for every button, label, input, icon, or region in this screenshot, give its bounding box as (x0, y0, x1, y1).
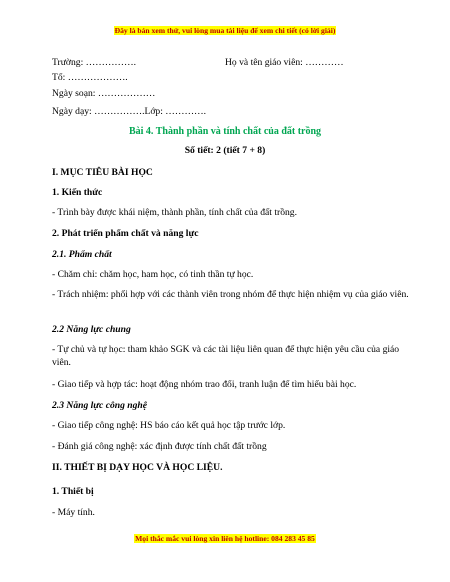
group-field: Tổ: ………………. (52, 72, 128, 83)
subsection-heading: 1. Thiết bị (52, 486, 94, 497)
subsection-heading: 2.2 Năng lực chung (52, 324, 131, 335)
hotline-banner (0, 534, 450, 543)
paragraph: - Giao tiếp và hợp tác: hoạt động nhóm trao đổi, tranh luận để tìm hiểu bài học. (52, 379, 357, 390)
prep-date-field: Ngày soạn: ……………… (52, 88, 156, 99)
paragraph: - Chăm chỉ: chăm học, ham học, có tinh thần tự học. (52, 269, 254, 280)
preview-banner (0, 26, 450, 35)
subsection-heading: 2. Phát triển phẩm chất và năng lực (52, 228, 199, 239)
preview-banner-text: Đây là bản xem thử, vui lòng mua tài liệu để xem chi tiết (có lời giải) (114, 26, 336, 35)
teacher-field: Họ và tên giáo viên: ………… (225, 57, 344, 68)
section-heading: II. THIẾT BỊ DẠY HỌC VÀ HỌC LIỆU. (52, 462, 223, 473)
subsection-heading: 2.3 Năng lực công nghệ (52, 400, 148, 411)
paragraph: - Đánh giá công nghệ: xác định được tính chất đất trồng (52, 441, 267, 452)
school-field: Trường: ……………. (52, 57, 137, 68)
paragraph: - Trình bày được khái niệm, thành phần, tính chất của đất trồng. (52, 207, 298, 218)
paragraph: - Trách nhiệm: phối hợp với các thành viên trong nhóm để thực hiện nhiệm vụ của giáo viên. (52, 289, 409, 300)
section-heading: I. MỤC TIÊU BÀI HỌC (52, 167, 153, 178)
subsection-heading: 1. Kiến thức (52, 187, 103, 198)
lesson-title: Bài 4. Thành phần và tính chất của đất trồng (128, 126, 322, 137)
paragraph: - Giao tiếp công nghệ: HS báo cáo kết quả học tập trước lớp. (52, 420, 286, 431)
paragraph: - Máy tính. (52, 507, 95, 518)
periods-line: Số tiết: 2 (tiết 7 + 8) (184, 145, 266, 156)
paragraph: - Tự chủ và tự học: tham khảo SGK và các tài liệu liên quan để thực hiện yêu cầu của giáo viên. (52, 344, 400, 368)
hotline-banner-text: Mọi thắc mắc vui lòng xin liên hệ hotline: 084 283 45 85 (135, 534, 315, 543)
subsection-heading: 2.1. Phẩm chất (52, 249, 112, 260)
teach-date-field: Ngày dạy: …………….Lớp: …………. (52, 106, 207, 117)
